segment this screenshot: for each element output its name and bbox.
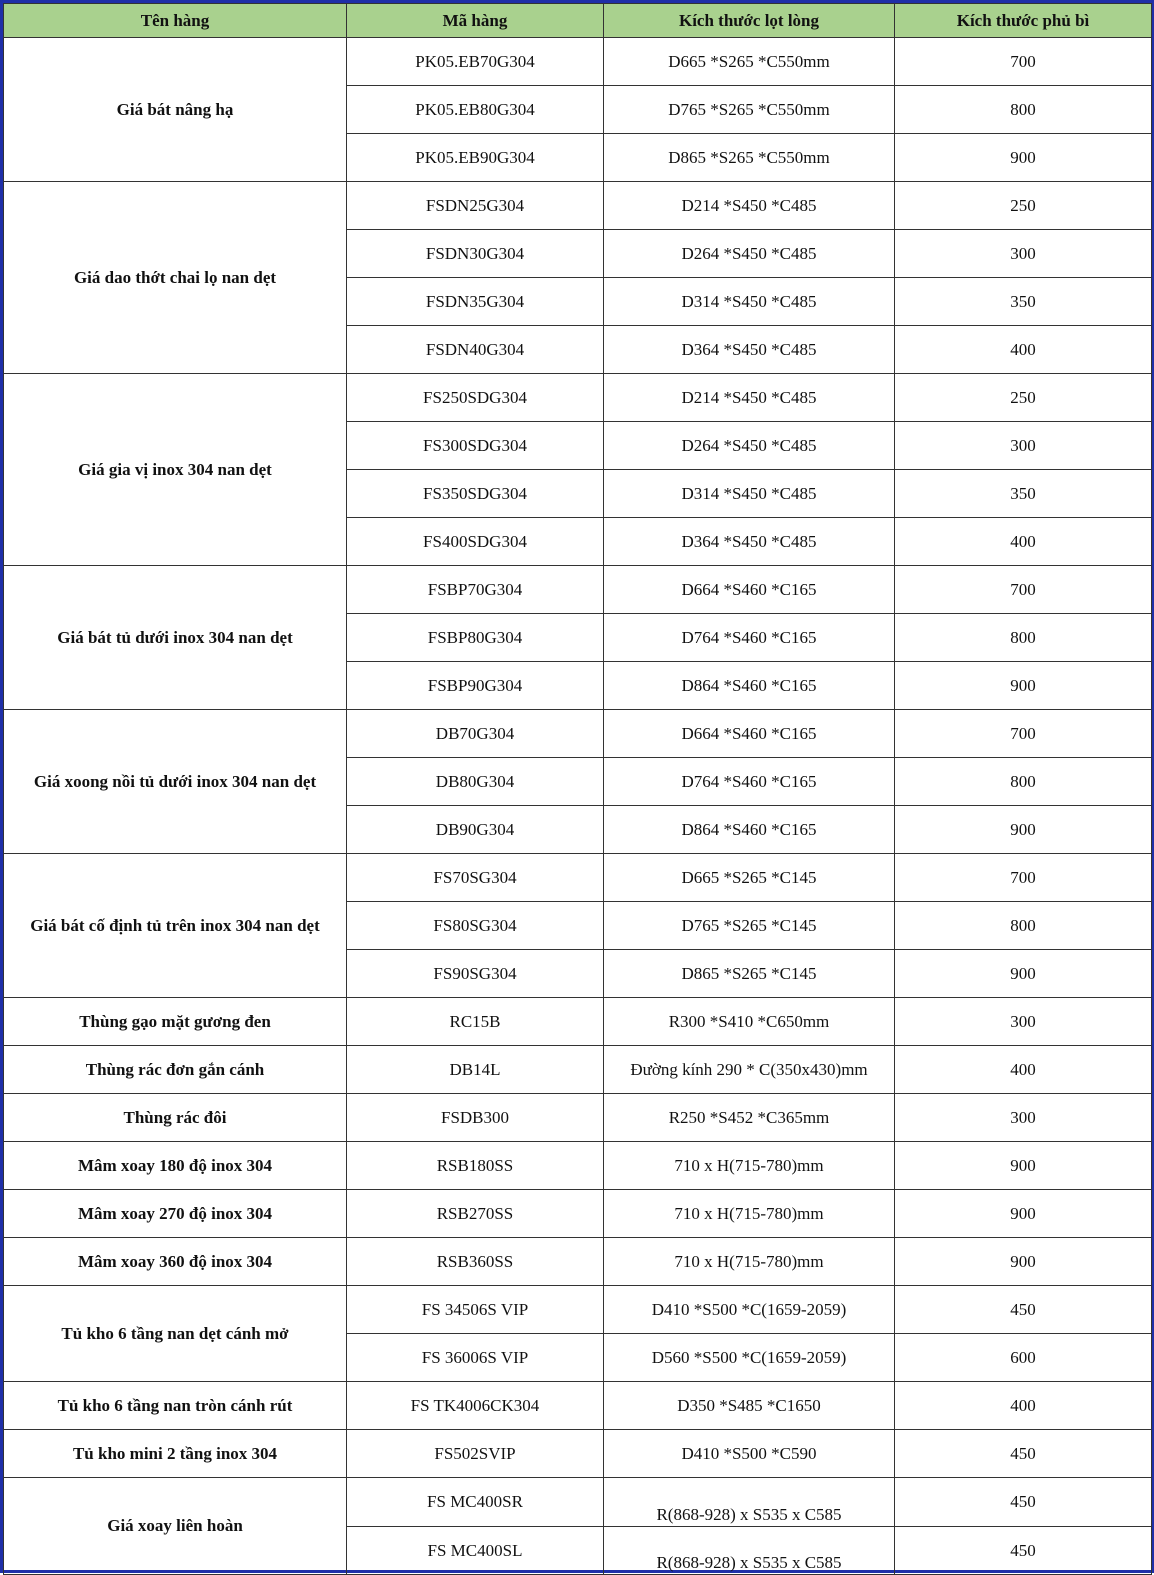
product-name-cell: Thùng rác đôi — [4, 1094, 347, 1142]
inner-size-cell: D214 *S450 *C485 — [604, 374, 895, 422]
product-code-cell: FS502SVIP — [347, 1430, 604, 1478]
product-code-cell: RSB180SS — [347, 1142, 604, 1190]
product-code-cell: PK05.EB70G304 — [347, 38, 604, 86]
inner-size-cell: D664 *S460 *C165 — [604, 566, 895, 614]
product-name-cell: Giá gia vị inox 304 nan dẹt — [4, 374, 347, 566]
table-row — [4, 1142, 1152, 1190]
table-row — [4, 38, 1152, 86]
inner-size-cell: D665 *S265 *C145 — [604, 854, 895, 902]
outer-size-cell: 250 — [895, 374, 1152, 422]
outer-size-cell: 900 — [895, 950, 1152, 998]
table-row — [4, 710, 1152, 758]
outer-size-cell: 400 — [895, 1046, 1152, 1094]
table-row — [4, 1478, 1152, 1527]
table-row — [4, 1238, 1152, 1286]
table-row — [4, 1094, 1152, 1142]
inner-size-cell: D350 *S485 *C1650 — [604, 1382, 895, 1430]
table-row — [4, 998, 1152, 1046]
outer-size-cell: 450 — [895, 1286, 1152, 1334]
outer-size-cell: 700 — [895, 710, 1152, 758]
outer-size-cell: 800 — [895, 614, 1152, 662]
product-code-cell: FSBP80G304 — [347, 614, 604, 662]
outer-size-cell: 450 — [895, 1478, 1152, 1527]
product-code-cell: FS MC400SL — [347, 1527, 604, 1575]
product-code-cell: FS TK4006CK304 — [347, 1382, 604, 1430]
outer-size-cell: 600 — [895, 1334, 1152, 1382]
product-code-cell: FSDB300 — [347, 1094, 604, 1142]
product-name-cell: Tủ kho 6 tầng nan tròn cánh rút — [4, 1382, 347, 1430]
inner-size-cell: D865 *S265 *C145 — [604, 950, 895, 998]
product-code-cell: FS 36006S VIP — [347, 1334, 604, 1382]
product-name-cell: Giá xoong nồi tủ dưới inox 304 nan dẹt — [4, 710, 347, 854]
product-code-cell: RSB270SS — [347, 1190, 604, 1238]
product-code-cell: FS90SG304 — [347, 950, 604, 998]
inner-size-cell: D214 *S450 *C485 — [604, 182, 895, 230]
outer-size-cell: 900 — [895, 806, 1152, 854]
outer-size-cell: 300 — [895, 998, 1152, 1046]
table-row — [4, 1286, 1152, 1334]
outer-size-cell: 300 — [895, 422, 1152, 470]
inner-size-cell: D264 *S450 *C485 — [604, 422, 895, 470]
product-code-cell: DB80G304 — [347, 758, 604, 806]
outer-size-cell: 450 — [895, 1527, 1152, 1575]
outer-size-cell: 900 — [895, 1190, 1152, 1238]
inner-size-cell: D765 *S265 *C145 — [604, 902, 895, 950]
product-code-cell: DB14L — [347, 1046, 604, 1094]
inner-size-cell: D560 *S500 *C(1659-2059) — [604, 1334, 895, 1382]
inner-size-cell: 710 x H(715-780)mm — [604, 1238, 895, 1286]
product-name-cell: Giá xoay liên hoàn — [4, 1478, 347, 1575]
product-name-cell: Mâm xoay 360 độ inox 304 — [4, 1238, 347, 1286]
product-code-cell: FS80SG304 — [347, 902, 604, 950]
product-code-cell: RSB360SS — [347, 1238, 604, 1286]
product-code-cell: FS70SG304 — [347, 854, 604, 902]
inner-size-cell: D864 *S460 *C165 — [604, 806, 895, 854]
product-code-cell: FS 34506S VIP — [347, 1286, 604, 1334]
product-name-cell: Mâm xoay 270 độ inox 304 — [4, 1190, 347, 1238]
outer-size-cell: 400 — [895, 1382, 1152, 1430]
product-name-cell: Mâm xoay 180 độ inox 304 — [4, 1142, 347, 1190]
table-row — [4, 854, 1152, 902]
inner-size-cell: R250 *S452 *C365mm — [604, 1094, 895, 1142]
product-code-cell: DB70G304 — [347, 710, 604, 758]
product-name-cell: Tủ kho 6 tầng nan dẹt cánh mở — [4, 1286, 347, 1382]
table-row — [4, 1046, 1152, 1094]
inner-size-cell: D314 *S450 *C485 — [604, 278, 895, 326]
inner-size-cell: D764 *S460 *C165 — [604, 758, 895, 806]
product-code-cell: FS400SDG304 — [347, 518, 604, 566]
product-name-cell: Giá bát nâng hạ — [4, 38, 347, 182]
outer-size-cell: 900 — [895, 1238, 1152, 1286]
product-name-cell: Giá dao thớt chai lọ nan dẹt — [4, 182, 347, 374]
product-code-cell: FSDN35G304 — [347, 278, 604, 326]
inner-size-cell: D764 *S460 *C165 — [604, 614, 895, 662]
product-code-cell: DB90G304 — [347, 806, 604, 854]
header-product-code: Mã hàng — [347, 4, 604, 38]
product-code-cell: FS300SDG304 — [347, 422, 604, 470]
outer-size-cell: 700 — [895, 854, 1152, 902]
product-code-cell: FS MC400SR — [347, 1478, 604, 1527]
inner-size-cell: D364 *S450 *C485 — [604, 518, 895, 566]
outer-size-cell: 400 — [895, 518, 1152, 566]
product-code-cell: FSBP90G304 — [347, 662, 604, 710]
product-code-cell: FSDN25G304 — [347, 182, 604, 230]
inner-size-cell: R(868-928) x S535 x C585 — [604, 1527, 895, 1575]
product-code-cell: FSDN30G304 — [347, 230, 604, 278]
product-name-cell: Giá bát tủ dưới inox 304 nan dẹt — [4, 566, 347, 710]
outer-size-cell: 250 — [895, 182, 1152, 230]
inner-size-cell: D664 *S460 *C165 — [604, 710, 895, 758]
product-code-cell: PK05.EB90G304 — [347, 134, 604, 182]
product-name-cell: Tủ kho mini 2 tầng inox 304 — [4, 1430, 347, 1478]
inner-size-cell: R(868-928) x S535 x C585 — [604, 1478, 895, 1527]
outer-size-cell: 800 — [895, 902, 1152, 950]
table-body — [4, 38, 1152, 1575]
inner-size-cell: D765 *S265 *C550mm — [604, 86, 895, 134]
inner-size-cell: 710 x H(715-780)mm — [604, 1190, 895, 1238]
inner-size-cell: D410 *S500 *C590 — [604, 1430, 895, 1478]
outer-size-cell: 900 — [895, 1142, 1152, 1190]
product-code-cell: RC15B — [347, 998, 604, 1046]
inner-size-cell: D865 *S265 *C550mm — [604, 134, 895, 182]
inner-size-cell: D410 *S500 *C(1659-2059) — [604, 1286, 895, 1334]
header-row — [4, 4, 1152, 38]
product-name-cell: Thùng gạo mặt gương đen — [4, 998, 347, 1046]
outer-size-cell: 350 — [895, 470, 1152, 518]
inner-size-cell: D665 *S265 *C550mm — [604, 38, 895, 86]
header-product-name: Tên hàng — [4, 4, 347, 38]
product-name-cell: Giá bát cố định tủ trên inox 304 nan dẹt — [4, 854, 347, 998]
outer-size-cell: 700 — [895, 566, 1152, 614]
inner-size-cell: 710 x H(715-780)mm — [604, 1142, 895, 1190]
inner-size-cell: Đường kính 290 * C(350x430)mm — [604, 1046, 895, 1094]
outer-size-cell: 300 — [895, 1094, 1152, 1142]
product-code-cell: FS350SDG304 — [347, 470, 604, 518]
inner-size-cell: D264 *S450 *C485 — [604, 230, 895, 278]
product-spec-table — [3, 3, 1152, 1575]
outer-size-cell: 400 — [895, 326, 1152, 374]
inner-size-cell: R300 *S410 *C650mm — [604, 998, 895, 1046]
header-outer-size: Kích thước phủ bì — [895, 4, 1152, 38]
header-inner-size: Kích thước lọt lòng — [604, 4, 895, 38]
inner-size-cell: D864 *S460 *C165 — [604, 662, 895, 710]
outer-size-cell: 700 — [895, 38, 1152, 86]
product-code-cell: PK05.EB80G304 — [347, 86, 604, 134]
table-row — [4, 182, 1152, 230]
product-code-cell: FSDN40G304 — [347, 326, 604, 374]
product-code-cell: FSBP70G304 — [347, 566, 604, 614]
product-code-cell: FS250SDG304 — [347, 374, 604, 422]
outer-size-cell: 300 — [895, 230, 1152, 278]
table-row — [4, 1190, 1152, 1238]
outer-size-cell: 800 — [895, 758, 1152, 806]
product-name-cell: Thùng rác đơn gắn cánh — [4, 1046, 347, 1094]
outer-size-cell: 900 — [895, 662, 1152, 710]
inner-size-cell: D314 *S450 *C485 — [604, 470, 895, 518]
outer-size-cell: 900 — [895, 134, 1152, 182]
table-row — [4, 1430, 1152, 1478]
inner-size-cell: D364 *S450 *C485 — [604, 326, 895, 374]
table-row — [4, 566, 1152, 614]
outer-size-cell: 450 — [895, 1430, 1152, 1478]
outer-size-cell: 800 — [895, 86, 1152, 134]
table-row — [4, 374, 1152, 422]
outer-size-cell: 350 — [895, 278, 1152, 326]
table-row — [4, 1382, 1152, 1430]
